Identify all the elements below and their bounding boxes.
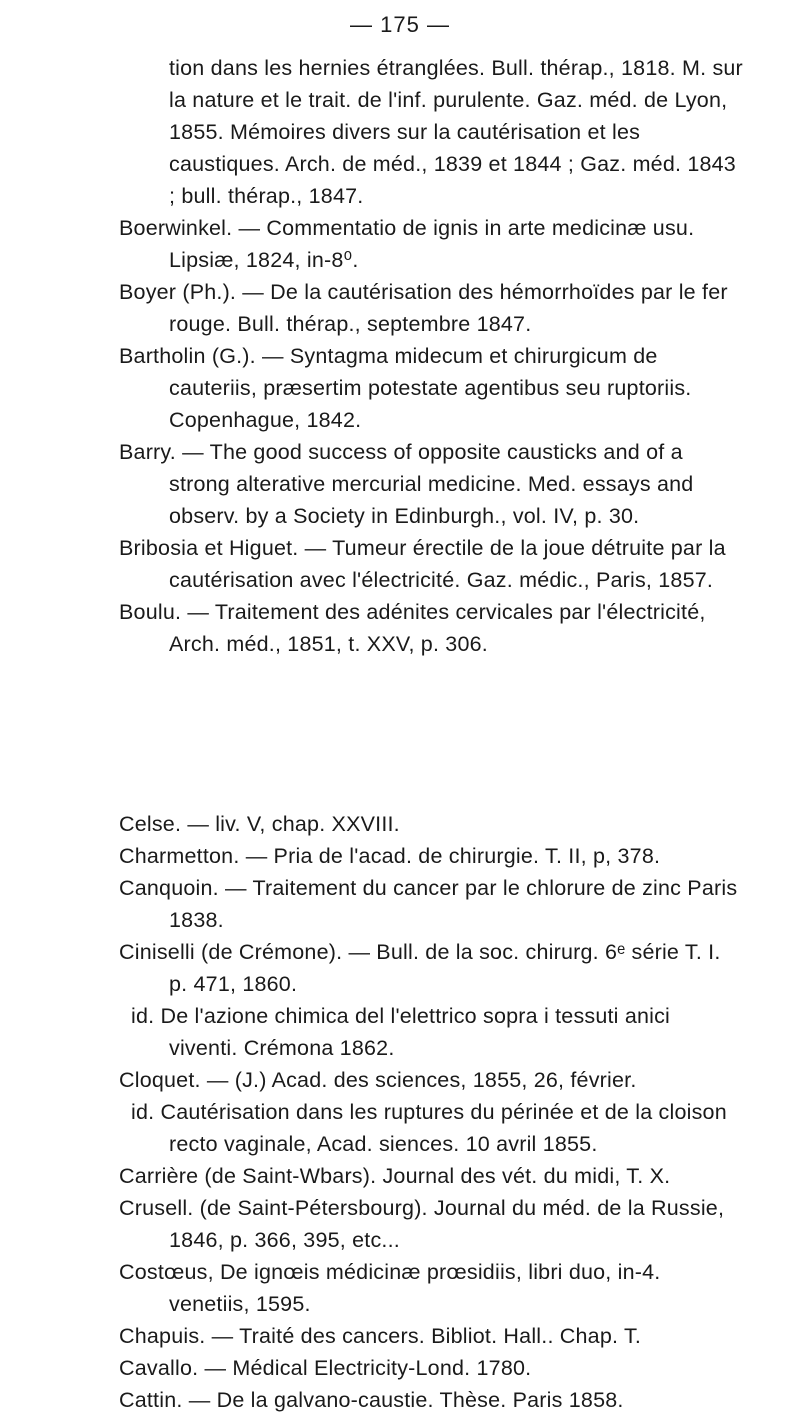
bibliography-section-c (0, 808, 800, 1416)
entry-author: Cattin. (119, 1388, 183, 1412)
entry-text: — Commentatio de ignis in arte medicinæ usu. Lipsiæ, 1824, in-8⁰. (169, 216, 695, 272)
bibliography-entry (0, 1000, 800, 1064)
entry-author: Crusell. (119, 1196, 194, 1220)
entry-author: Costœus, (119, 1260, 214, 1284)
entry-text: Journal des vét. du midi, T. X. (376, 1164, 671, 1188)
entry-author: Cloquet. (119, 1068, 201, 1092)
entry-text: — Traitement des adénites cervicales par l'électricité, Arch. méd., 1851, t. XXV, p. 306. (169, 600, 706, 656)
entry-text: — The good success of opposite causticks and of a strong alterative mercurial medicine. Med. essays and observ. by a Society in Edinburgh., vol. IV, p. 30. (169, 440, 694, 528)
entry-author: Carrière (de Saint-Wbars). (119, 1164, 377, 1188)
bibliography-entry (0, 1192, 800, 1256)
bibliography-entry (0, 1256, 800, 1320)
bibliography-section-b (0, 52, 800, 660)
entry-text: Cautérisation dans les ruptures du périnée et de la cloison recto vaginale, Acad. siences. 10 avril 1855. (154, 1100, 727, 1156)
bibliography-entry (0, 1384, 800, 1416)
bibliography-entry (0, 436, 800, 532)
entry-text: De l'azione chimica del l'elettrico sopra i tessuti anici viventi. Crémona 1862. (154, 1004, 671, 1060)
bibliography-entry (0, 1352, 800, 1384)
entry-text: — De la cautérisation des hémorrhoïdes par le fer rouge. Bull. thérap., septembre 1847. (169, 280, 728, 336)
bibliography-entry (0, 936, 800, 1000)
entry-text: — liv. V, chap. XXVIII. (181, 812, 400, 836)
entry-text: — Pria de l'acad. de chirurgie. T. II, p, 378. (239, 844, 661, 868)
entry-author: Chapuis. (119, 1324, 206, 1348)
entry-text: tion dans les hernies étranglées. Bull. thérap., 1818. M. sur la nature et le trait. de l'inf. purulente. Gaz. méd. de Lyon, 1855. Mémoires divers sur la cautérisation et les caustiques. Arch. de méd., 1839 et 1844 ; Gaz. méd. 1843 ; bull. thérap., 1847. (169, 56, 743, 208)
bibliography-entry (0, 596, 800, 660)
entry-author: Charmetton. (119, 844, 240, 868)
bibliography-entry (0, 840, 800, 872)
entry-author: Cavallo. (119, 1356, 199, 1380)
bibliography-entry (0, 340, 800, 436)
bibliography-entry (0, 52, 800, 212)
bibliography-entry (0, 872, 800, 936)
entry-text: — Médical Electricity-Lond. 1780. (198, 1356, 532, 1380)
entry-author: Barry. (119, 440, 176, 464)
bibliography-entry (0, 1096, 800, 1160)
entry-author: id. (131, 1100, 155, 1124)
entry-text: — (J.) Acad. des sciences, 1855, 26, février. (200, 1068, 637, 1092)
entry-text: — Traité des cancers. Bibliot. Hall.. Chap. T. (205, 1324, 642, 1348)
entry-author: Boyer (Ph.). (119, 280, 237, 304)
bibliography-entry (0, 1320, 800, 1352)
entry-text: — De la galvano-caustie. Thèse. Paris 1858. (182, 1388, 624, 1412)
bibliography-entry (0, 532, 800, 596)
entry-text: — Traitement du cancer par le chlorure de zinc Paris 1838. (169, 876, 738, 932)
entry-text: (de Saint-Pétersbourg). Journal du méd. de la Russie, 1846, p. 366, 395, etc... (169, 1196, 725, 1252)
entry-text: — Tumeur érectile de la joue détruite par la cautérisation avec l'électricité. Gaz. médic., Paris, 1857. (169, 536, 726, 592)
entry-author: Ciniselli (de Crémone). (119, 940, 343, 964)
entry-author: Boerwinkel. (119, 216, 233, 240)
entry-text: — Bull. de la soc. chirurg. 6ᵉ série T. I. p. 471, 1860. (169, 940, 721, 996)
bibliography-entry (0, 212, 800, 276)
entry-author: Canquoin. (119, 876, 219, 900)
bibliography-entry (0, 1064, 800, 1096)
entry-author: Bribosia et Higuet. (119, 536, 299, 560)
page-number: — 175 — (350, 12, 450, 37)
entry-text: — Syntagma midecum et chirurgicum de cauteriis, præsertim potestate agentibus seu ruptoriis. Copenhague, 1842. (169, 344, 692, 432)
bibliography-entry (0, 1160, 800, 1192)
bibliography-entry (0, 808, 800, 840)
entry-author: Celse. (119, 812, 182, 836)
entry-text: De ignœis médicinæ prœsidiis, libri duo, in-4. venetiis, 1595. (169, 1260, 661, 1316)
entry-author: Boulu. (119, 600, 182, 624)
entry-author: id. (131, 1004, 155, 1028)
entry-author: Bartholin (G.). (119, 344, 256, 368)
bibliography-entry (0, 276, 800, 340)
